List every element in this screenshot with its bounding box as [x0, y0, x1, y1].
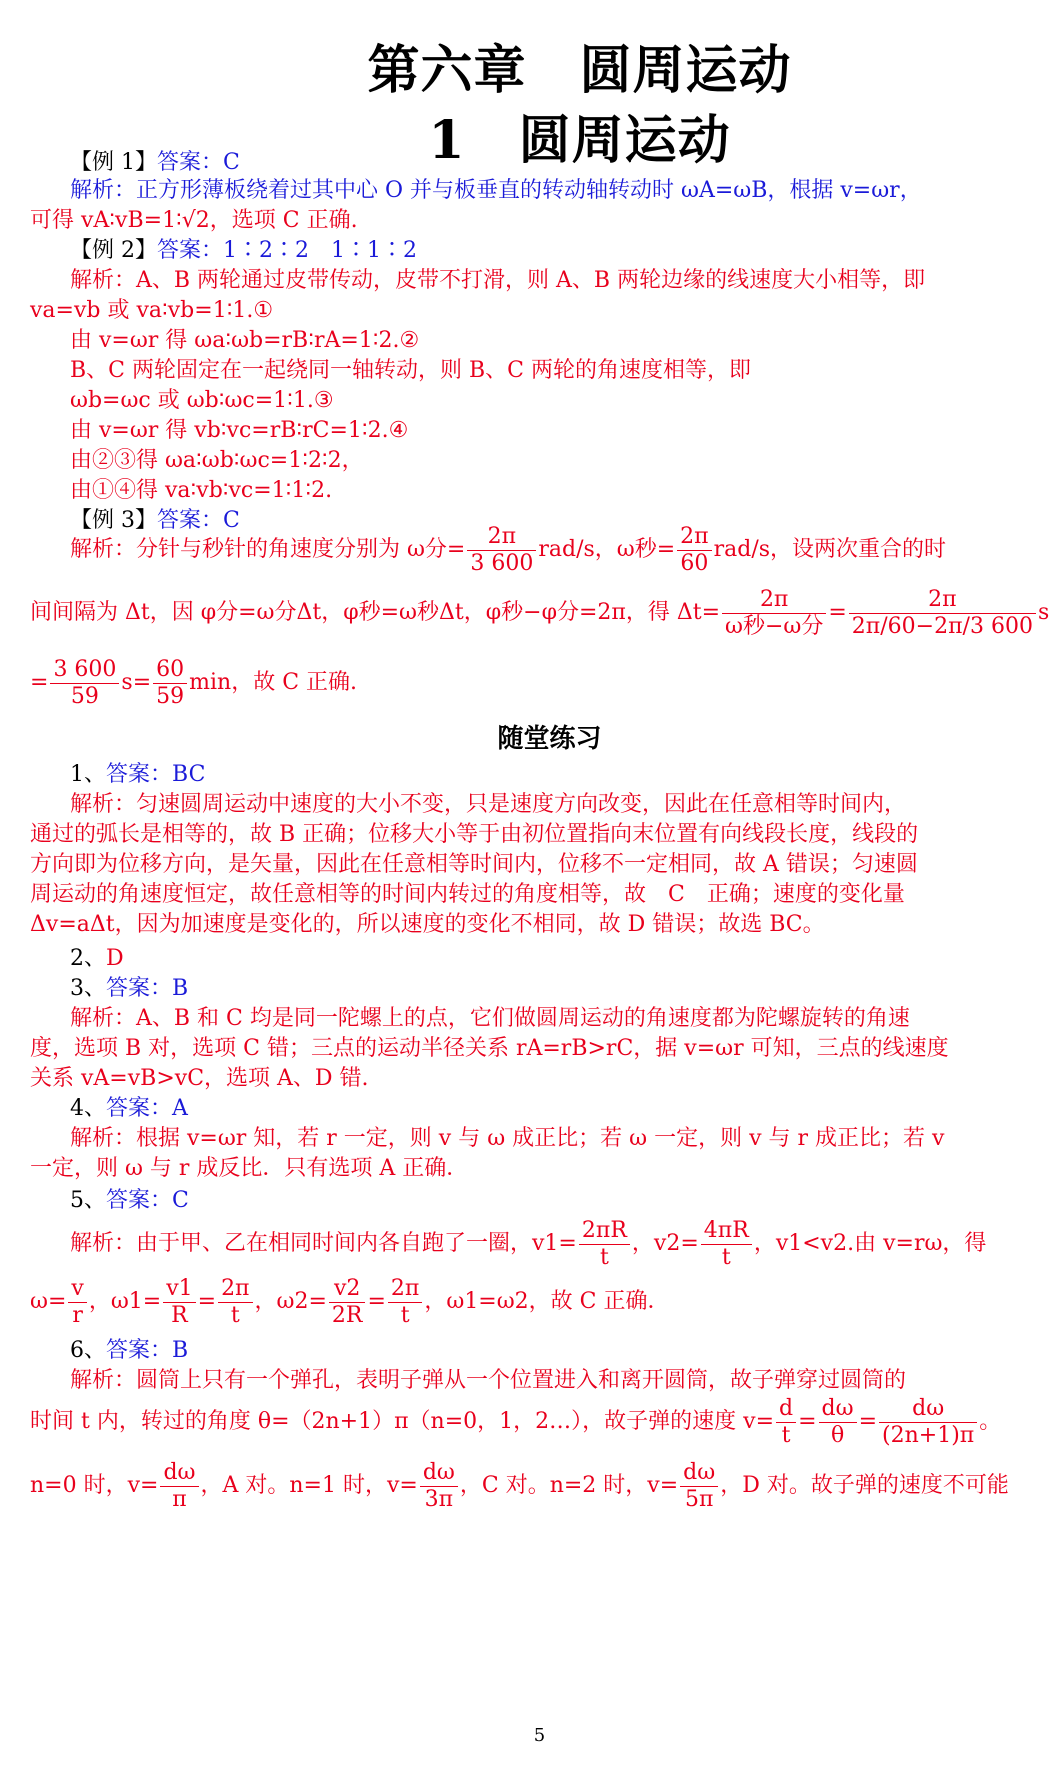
question-3-line: 关系 vA=vB>vC，选项 A、D 错. [30, 1066, 369, 1091]
fraction: $\frac{2\pi}{\text{ω秒−ω分}}$ [722, 587, 826, 639]
question-4-answer: 4、答案：A [70, 1096, 188, 1121]
answer-text: 答案：C [157, 150, 240, 175]
fraction: $\frac{d\omega}{(2n+1)\pi}$ [879, 1396, 977, 1448]
question-1-line: Δv=aΔt，因为加速度是变化的，所以速度的变化不相同，故 D 错误；故选 BC。 [30, 912, 825, 937]
question-4-line: 解析：根据 v=ωr 知，若 r 一定，则 v 与 ω 成正比；若 ω 一定，则 v 与 r 成正比；若 v [70, 1126, 945, 1151]
compound-fraction: $\frac{2\pi}{2\pi/60-2\pi/3 600}$ [849, 587, 1036, 639]
fraction: $\frac{2\pi}{t}$ [388, 1276, 422, 1328]
question-3-line: 解析：A、B 和 C 均是同一陀螺上的点，它们做圆周运动的角速度都为陀螺旋转的角速 [70, 1006, 910, 1031]
question-5-answer: 5、答案：C [70, 1188, 189, 1213]
question-6-answer: 6、答案：B [70, 1338, 189, 1363]
question-1-line: 方向即为位移方向，是矢量，因此在任意相等时间内，位移不一定相同，故 A 错误；匀速圆 [30, 852, 918, 877]
example-2-line: 解析：A、B 两轮通过皮带传动，皮带不打滑，则 A、B 两轮边缘的线速度大小相等，即 [70, 268, 926, 293]
question-5-line-2: ω= $\frac{v}{r}$ ，ω1= $\frac{v1}{R}$ = $\frac{2\pi}{t}$ ，ω2= $\frac{v2}{2R}$ = $\frac{2\pi}{t}$ ，ω1=ω2，故 C 正确． [30, 1276, 670, 1328]
example-1-analysis: 解析：正方形薄板绕着过其中心 O 并与板垂直的转动轴转动时 ωA=ωB，根据 v=ωr， [70, 178, 922, 203]
fraction: $\frac{d\omega}{3\pi}$ [420, 1460, 458, 1512]
example-2-answer [70, 236, 1020, 266]
fraction: $\frac{3 600}{59}$ [50, 657, 119, 709]
text: 解析：分针与秒针的角速度分别为 ω分= [70, 537, 466, 562]
question-1-answer: 1、答案：BC [70, 762, 206, 787]
example-1-answer [70, 148, 1020, 178]
fraction: $\frac{2\pi}{60}$ [677, 524, 711, 576]
question-2-answer: 2、D [70, 946, 124, 971]
question-6-line-2: 时间 t 内，转过的角度 θ=（2n+1）π（n=0，1，2…），故子弹的速度 v= $\frac{d}{t}$ = $\frac{d\omega}{\theta}$ = $\frac{d\omega}{(2n+1)\pi}$ 。 [30, 1396, 1002, 1448]
example-2-line: B、C 两轮固定在一起绕同一轴转动，则 B、C 两轮的角速度相等，即 [70, 358, 751, 383]
fraction: $\frac{d}{t}$ [776, 1396, 796, 1448]
practice-section-title: 随堂练习 [497, 724, 602, 754]
question-4-line: 一定，则 ω 与 r 成反比．只有选项 A 正确． [30, 1156, 469, 1181]
fraction: $\frac{4\pi R}{t}$ [701, 1218, 752, 1270]
question-6-line: 解析：圆筒上只有一个弹孔，表明子弹从一个位置进入和离开圆筒，故子弹穿过圆筒的 [70, 1368, 907, 1393]
answer-text: 答案：1∶2∶2 1∶1∶2 [157, 238, 417, 263]
example-2-line: 由②③得 ωa∶ωb∶ωc=1∶2∶2， [70, 448, 364, 473]
fraction: $\frac{2\pi}{3 600}$ [467, 524, 536, 576]
question-3-answer: 3、答案：B [70, 976, 189, 1001]
question-1-line: 周运动的角速度恒定，故任意相等的时间内转过的角度相等，故 C 正确；速度的变化量 [30, 882, 905, 907]
example-2-line: 由 v=ωr 得 vb∶vc=rB∶rC=1∶2.④ [70, 418, 409, 443]
fraction: $\frac{2\pi R}{t}$ [579, 1218, 630, 1270]
example-label: 【例 3】 [70, 508, 157, 533]
question-5-line-1: 解析：由于甲、乙在相同时间内各自跑了一圈，v1= $\frac{2\pi R}{t}$ ，v2= $\frac{4\pi R}{t}$ ，v1<v2.由 v=rω，得 [70, 1218, 987, 1270]
text: rad/s，设两次重合的时 [713, 537, 947, 562]
question-3-line: 度，选项 B 对，选项 C 错；三点的运动半径关系 rA=rB>rC，据 v=ωr 可知，三点的线速度 [30, 1036, 949, 1061]
unit: s [1037, 600, 1049, 625]
example-label: 【例 1】 [70, 150, 157, 175]
page-number: 5 [533, 1725, 546, 1746]
answer-text: 答案：C [157, 508, 240, 533]
example-3-line-3: = $\frac{3 600}{59}$ s= $\frac{60}{59}$ min，故 C 正确. [30, 657, 358, 709]
equals: = [828, 600, 847, 625]
example-2-line: 由 v=ωr 得 ωa∶ωb=rB∶rA=1∶2.② [70, 328, 420, 353]
question-1-line: 解析：匀速圆周运动中速度的大小不变，只是速度方向改变，因此在任意相等时间内， [70, 792, 907, 817]
section-title: 1 圆周运动 [428, 110, 731, 171]
fraction: $\frac{d\omega}{\pi}$ [160, 1460, 198, 1512]
example-2-line: 由①④得 va∶vb∶vc=1∶1∶2. [70, 478, 333, 503]
example-3-line-1 [70, 520, 1020, 580]
fraction: $\frac{v1}{R}$ [163, 1276, 195, 1328]
chapter-title: 第六章 圆周运动 [367, 40, 792, 101]
fraction: $\frac{2\pi}{t}$ [218, 1276, 252, 1328]
question-1-line: 通过的弧长是相等的，故 B 正确；位移大小等于由初位置指向末位置有向线段长度，线段的 [30, 822, 919, 847]
text: 间间隔为 Δt，因 φ分=ω分Δt，φ秒=ω秒Δt，φ秒−φ分=2π，得 Δt= [30, 600, 721, 625]
fraction: $\frac{d\omega}{\theta}$ [819, 1396, 857, 1448]
example-label: 【例 2】 [70, 238, 157, 263]
fraction: $\frac{v}{r}$ [68, 1276, 86, 1328]
example-2-line: va=vb 或 va∶vb=1∶1.① [30, 298, 274, 323]
fraction: $\frac{d\omega}{5\pi}$ [680, 1460, 718, 1512]
example-2-line: ωb=ωc 或 ωb∶ωc=1∶1.③ [70, 388, 334, 413]
question-6-line-3: n=0 时，v= $\frac{d\omega}{\pi}$ ，A 对。n=1 时，v= $\frac{d\omega}{3\pi}$ ，C 对。n=2 时，v= $\frac{d\omega}{5\pi}$ ，D 对。故子弹的速度不可能 [30, 1460, 1009, 1512]
text: rad/s，ω秒= [538, 537, 676, 562]
fraction: $\frac{60}{59}$ [153, 657, 187, 709]
example-3-line-2 [30, 575, 1049, 650]
fraction: $\frac{v2}{2R}$ [329, 1276, 366, 1328]
example-1-analysis-cont: 可得 vA∶vB=1∶√2，选项 C 正确. [30, 208, 358, 233]
